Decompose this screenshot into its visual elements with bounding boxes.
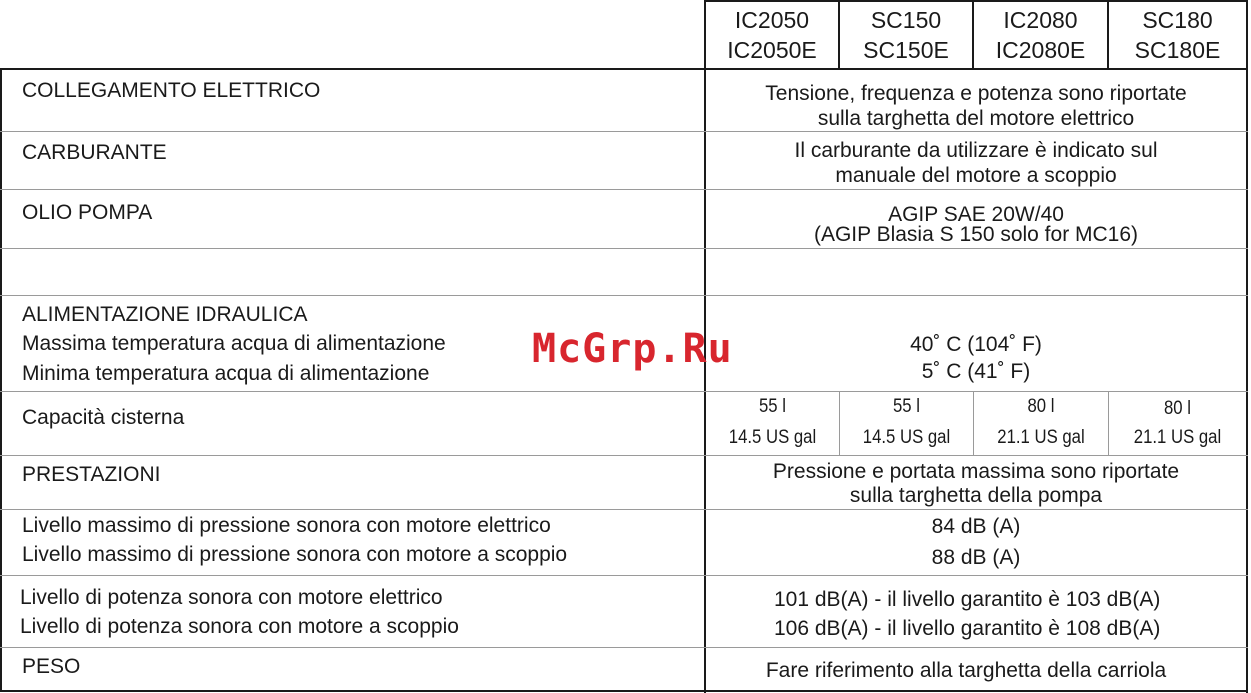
- row-separator: [0, 295, 1248, 296]
- row-value-min-temp: 5˚ C (41˚ F): [921, 360, 1031, 383]
- capacity-gallons: 21.1 US gal: [997, 427, 1085, 448]
- row-value-collegamento-line2: sulla targhetta del motore elettrico: [817, 107, 1135, 130]
- row-value-prestazioni-line1: Pressione e portata massima sono riportate: [772, 460, 1180, 483]
- model-name: SC180: [1142, 7, 1213, 33]
- row-value-olio-line2: (AGIP Blasia S 150 solo for MC16): [813, 223, 1139, 246]
- row-value-collegamento-line1: Tensione, frequenza e potenza sono riportate: [765, 82, 1187, 105]
- row-value-max-temp: 40˚ C (104˚ F): [910, 333, 1042, 356]
- row-separator: [0, 509, 1248, 510]
- row-label-carburante: CARBURANTE: [22, 141, 167, 164]
- row-label-min-temp: Minima temperatura acqua di alimentazione: [22, 362, 430, 385]
- row-separator: [0, 647, 1248, 648]
- row-separator: [0, 575, 1248, 576]
- row-value-peso: Fare riferimento alla targhetta della carriola: [765, 659, 1167, 682]
- row-label-max-temp: Massima temperatura acqua di alimentazione: [22, 332, 446, 355]
- row-value-carburante-line1: Il carburante da utilizzare è indicato sul: [794, 139, 1158, 162]
- row-label-pressione-scoppio: Livello massimo di pressione sonora con motore a scoppio: [22, 543, 568, 566]
- capacity-liters: 55 l: [759, 396, 786, 417]
- capacity-liters: 80 l: [1027, 396, 1055, 417]
- row-label-prestazioni: PRESTAZIONI: [22, 463, 161, 486]
- row-separator: [0, 131, 1248, 132]
- row-label-collegamento: COLLEGAMENTO ELETTRICO: [22, 79, 321, 102]
- table-left-border: [0, 68, 2, 692]
- row-separator: [0, 391, 1248, 392]
- row-value-pressione-scoppio: 88 dB (A): [931, 546, 1021, 569]
- capacity-gallons: 14.5 US gal: [862, 427, 951, 448]
- row-separator: [0, 455, 1248, 456]
- row-label-potenza-elettrico: Livello di potenza sonora con motore elettrico: [20, 586, 443, 609]
- row-value-pressione-elettrico: 84 dB (A): [931, 515, 1021, 538]
- model-header-4: [1109, 5, 1246, 65]
- row-value-prestazioni-line2: sulla targhetta della pompa: [849, 484, 1103, 507]
- model-header-1: [706, 5, 838, 65]
- table-bottom-border: [0, 690, 1248, 692]
- header-top-border: [704, 0, 1248, 2]
- row-separator: [0, 248, 1248, 249]
- capacity-liters: 80 l: [1164, 398, 1191, 419]
- row-value-potenza-elettrico: 101 dB(A) - il livello garantito è 103 dB(A): [774, 588, 1161, 611]
- row-value-potenza-scoppio: 106 dB(A) - il livello garantito è 108 dB(A): [774, 617, 1161, 640]
- table-right-border: [1246, 0, 1248, 693]
- model-name-variant: SC180E: [1134, 37, 1221, 63]
- model-name-variant: SC150E: [863, 37, 949, 63]
- capacity-gallons: 21.1 US gal: [1133, 427, 1222, 448]
- model-name: IC2080: [1003, 7, 1078, 33]
- model-name: IC2050: [734, 7, 810, 33]
- row-label-potenza-scoppio: Livello di potenza sonora con motore a scoppio: [20, 615, 459, 638]
- row-value-carburante-line2: manuale del motore a scoppio: [835, 164, 1117, 187]
- model-name: SC150: [870, 7, 942, 33]
- capacity-divider-2: [973, 391, 974, 455]
- watermark-logo: McGrp.Ru: [532, 326, 733, 372]
- model-header-3: [974, 5, 1107, 65]
- model-header-2: [840, 5, 972, 65]
- row-label-pressione-elettrico: Livello massimo di pressione sonora con motore elettrico: [22, 514, 551, 537]
- table-top-border: [0, 68, 1248, 70]
- model-name-variant: IC2050E: [727, 37, 817, 63]
- capacity-liters: 55 l: [893, 396, 920, 417]
- row-label-alimentazione: ALIMENTAZIONE IDRAULICA: [22, 303, 308, 326]
- model-name-variant: IC2080E: [995, 37, 1086, 63]
- row-label-peso: PESO: [22, 655, 81, 678]
- row-label-capacita: Capacità cisterna: [22, 406, 185, 429]
- capacity-divider-3: [1108, 391, 1109, 455]
- row-separator: [0, 189, 1248, 190]
- capacity-divider-1: [839, 391, 840, 455]
- capacity-gallons: 14.5 US gal: [728, 427, 817, 448]
- row-label-olio: OLIO POMPA: [22, 201, 153, 224]
- row-value-olio-line1: AGIP SAE 20W/40: [888, 203, 1064, 226]
